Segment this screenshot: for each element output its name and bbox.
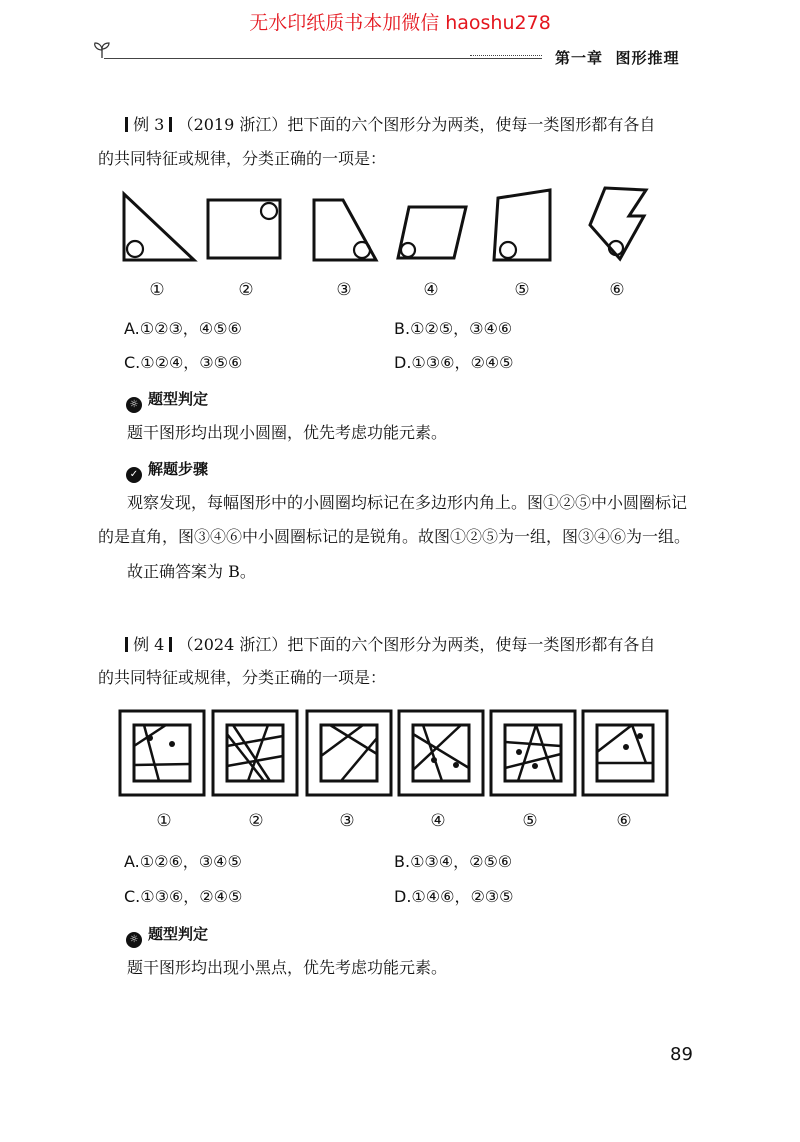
ex3-option-b: B.①②⑤，③④⑥ — [394, 319, 513, 338]
sprout-icon — [92, 40, 112, 60]
ex3-figure-4 — [398, 207, 466, 258]
example4-label: 例 4 — [133, 635, 165, 654]
ex4-figure-4 — [399, 711, 483, 795]
ex3-figure-3 — [314, 200, 376, 260]
label-bar-right — [169, 117, 172, 132]
example4-figures — [118, 708, 673, 800]
ex4-figure-5 — [491, 711, 575, 795]
example3-label: 例 3 — [133, 115, 165, 134]
ex3-number-6: ⑥ — [609, 280, 625, 300]
example4-question-text: 把下面的六个图形分为两类，使每一类图形都有各自 — [287, 635, 656, 654]
ex4-figure-2 — [213, 711, 297, 795]
ex3-option-a: A.①②③，④⑤⑥ — [124, 319, 242, 338]
lightbulb-icon: ☼ — [126, 397, 142, 413]
label-bar-left — [125, 117, 128, 132]
label-bar-right — [169, 637, 172, 652]
lightbulb-icon: ☼ — [126, 932, 142, 948]
ex4-number-3: ③ — [339, 811, 355, 831]
ex4-figure-1 — [120, 711, 204, 795]
steps-icon: ✓ — [126, 467, 142, 483]
ex3-option-d: D.①③⑥，②④⑤ — [394, 353, 514, 372]
ex4-figure-6 — [583, 711, 667, 795]
ex4-section-type-heading: ☼ 题型判定 — [126, 923, 208, 948]
example4-question-line2: 的共同特征或规律，分类正确的一项是： — [98, 668, 387, 687]
ex3-figure-6 — [590, 188, 646, 259]
example4-question-line1 — [125, 634, 655, 656]
label-bar-left — [125, 637, 128, 652]
ex4-number-2: ② — [248, 811, 264, 831]
header-rule — [104, 58, 542, 59]
example3-question-line1 — [125, 114, 655, 136]
chapter-header — [555, 47, 679, 68]
ex3-section-type-heading: ☼ 题型判定 — [126, 388, 208, 413]
ex3-section-steps-heading: ✓ 解题步骤 — [126, 458, 208, 483]
ex3-steps-line1: 观察发现，每幅图形中的小圆圈均标记在多边形内角上。图①②⑤中小圆圈标记 — [127, 493, 688, 512]
watermark-text: 无水印纸质书本加微信 haoshu278 — [249, 12, 551, 34]
ex4-option-c: C.①③⑥，②④⑤ — [124, 887, 243, 906]
ex4-figure-3 — [307, 711, 391, 795]
ex4-option-d: D.①④⑥，②③⑤ — [394, 887, 514, 906]
ex3-number-4: ④ — [423, 280, 439, 300]
example3-question-line2: 的共同特征或规律，分类正确的一项是： — [98, 149, 387, 168]
ex4-number-1: ① — [156, 811, 172, 831]
ex3-figure-2 — [208, 200, 280, 258]
ex3-steps-line2: 的是直角，图③④⑥中小圆圈标记的是锐角。故图①②⑤为一组，图③④⑥为一组。 — [98, 527, 691, 546]
example3-figures — [110, 180, 670, 270]
ex3-number-5: ⑤ — [514, 280, 530, 300]
header-dotted-rule — [470, 55, 542, 56]
ex3-steps-line3: 故正确答案为 B。 — [127, 562, 256, 581]
ex3-figure-1 — [124, 194, 194, 260]
ex3-figure-5 — [494, 190, 550, 260]
ex3-section-type-text: 题干图形均出现小圆圈，优先考虑功能元素。 — [127, 423, 448, 442]
ex3-number-2: ② — [238, 280, 254, 300]
ex4-option-b: B.①③④，②⑤⑥ — [394, 852, 513, 871]
ex3-number-3: ③ — [336, 280, 352, 300]
ex4-number-4: ④ — [430, 811, 446, 831]
ex4-number-5: ⑤ — [522, 811, 538, 831]
example4-source: （2024 浙江） — [177, 635, 288, 654]
ex3-option-c: C.①②④，③⑤⑥ — [124, 353, 243, 372]
example3-source: （2019 浙江） — [177, 115, 288, 134]
ex4-number-6: ⑥ — [616, 811, 632, 831]
chapter-label: 第一章 — [555, 49, 604, 67]
chapter-title: 图形推理 — [615, 49, 680, 67]
ex4-option-a: A.①②⑥，③④⑤ — [124, 852, 242, 871]
ex4-section-type-text: 题干图形均出现小黑点，优先考虑功能元素。 — [127, 958, 448, 977]
ex3-number-1: ① — [149, 280, 165, 300]
page-number: 89 — [670, 1044, 693, 1065]
example3-question-text: 把下面的六个图形分为两类，使每一类图形都有各自 — [287, 115, 656, 134]
